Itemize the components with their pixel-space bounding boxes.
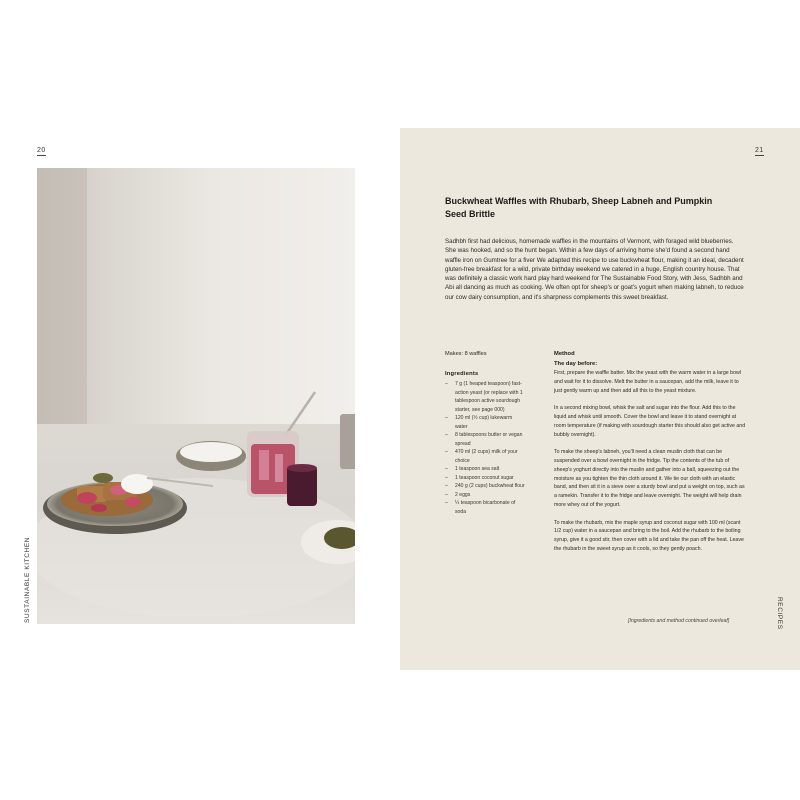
method-paragraph: To make the rhubarb, mix the maple syrup and coconut sugar with 100 ml (scant 1/2 cup) water in a saucepan and bring to the boil. Add the rhubarb to the boiling syrup, give it a good stir, then cover with a lid and take the pan off the heat. Leave the rhubarb in the sweet syrup as it cools, so they gently poach. — [554, 519, 744, 552]
method-subheading: The day before: — [554, 361, 598, 367]
page-number-left: 20 — [37, 147, 46, 154]
ingredient-item: – 470 ml (2 cups) milk of your choice — [445, 448, 525, 465]
left-page — [0, 128, 400, 670]
continued-note: [Ingredients and method continued overleaf] — [628, 618, 730, 624]
side-label-right: RECIPES — [776, 597, 783, 630]
recipe-intro: Sadhbh first had delicious, homemade waffles in the mountains of Vermont, with foraged wild blueberries. She was hooked, and so the hunt began. Within a few days of arriving home she'd found a second hand waffle iron on Gumtree for a fiver We adapted this recipe to use buckwheat flour, making it an ideal, decadent gluten-free breakfast for a wild, private birthday weekend we catered in a huge, English country house. That was definitely a classic work hard play hard weekend for The Sustainable Food Story, with Jess, Sadhbh and Abi all dancing as much as cooking. We often opt for sheep's or goat's yogurt when making labneh, to reduce our cow dairy consumption, and it's sharpness complements this sweet breakfast. — [445, 238, 744, 301]
recipe-title: Buckwheat Waffles with Rhubarb, Sheep Labneh and Pumpkin Seed Brittle — [445, 196, 713, 219]
ingredient-item: – ¼ teaspoon bicarbonate of soda — [445, 499, 525, 516]
page-number-rule-right — [755, 155, 764, 156]
ingredient-item: – 240 g (2 cups) buckwheat flour — [445, 482, 525, 491]
method-paragraph: First, prepare the waffle batter. Mix the yeast with the warm water in a large bowl and wait for it to dissolve. Melt the butter in a saucepan, add the milk, leave it to just gently warm up and then add all this to the yeast mixture. — [554, 370, 741, 394]
method-paragraph: To make the sheep's labneh, you'll need a clean muslin cloth that can be suspended over a bowl overnight in the fridge. Tip the contents of the tub of sheep's yoghurt directly into the muslin and gather into a ball, squeezing out the moisture as you tighten the thin cloth around it. We tie our cloth with an elastic band, and then sit it in a sieve over a sturdy bowl and put a weight on top, such as a ramekin. Transfer it to the fridge and leave overnight. The weight will help drain more whey out of the yogurt. — [554, 449, 745, 508]
ingredient-item: – 120 ml (½ cup) lukewarm water — [445, 414, 525, 431]
side-label-left: SUSTAINABLE KITCHEN — [24, 536, 31, 623]
method-heading: Method — [554, 351, 575, 357]
ingredient-item: – 2 eggs — [445, 491, 525, 500]
recipe-yield: Makes: 8 waffles — [445, 351, 487, 357]
ingredients-heading: Ingredients — [445, 371, 479, 377]
page-number-right: 21 — [755, 147, 764, 154]
page-number-rule-left — [37, 155, 46, 156]
method-body — [554, 369, 747, 563]
ingredient-item: – 7 g (1 heaped teaspoon) fast-action yeast (or replace with 1 tablespoon active sourdough starter, see page 000) — [445, 380, 525, 414]
right-page — [400, 128, 800, 670]
waffles-photo-illustration — [37, 168, 355, 624]
ingredient-item: – 1 teaspoon coconut sugar — [445, 474, 525, 483]
ingredient-item: – 1 teaspoon sea salt — [445, 465, 525, 474]
ingredients-list — [445, 380, 525, 516]
method-paragraph: In a second mixing bowl, whisk the salt and sugar into the flour. Add this to the liquid and whisk until smooth. Cover the bowl and leave it to stand overnight at room temperature (if making with sourdough starter this should also get active and bubbly overnight). — [554, 405, 746, 438]
ingredient-item: – 8 tablespoons butter or vegan spread — [445, 431, 525, 448]
recipe-photo — [37, 168, 355, 624]
